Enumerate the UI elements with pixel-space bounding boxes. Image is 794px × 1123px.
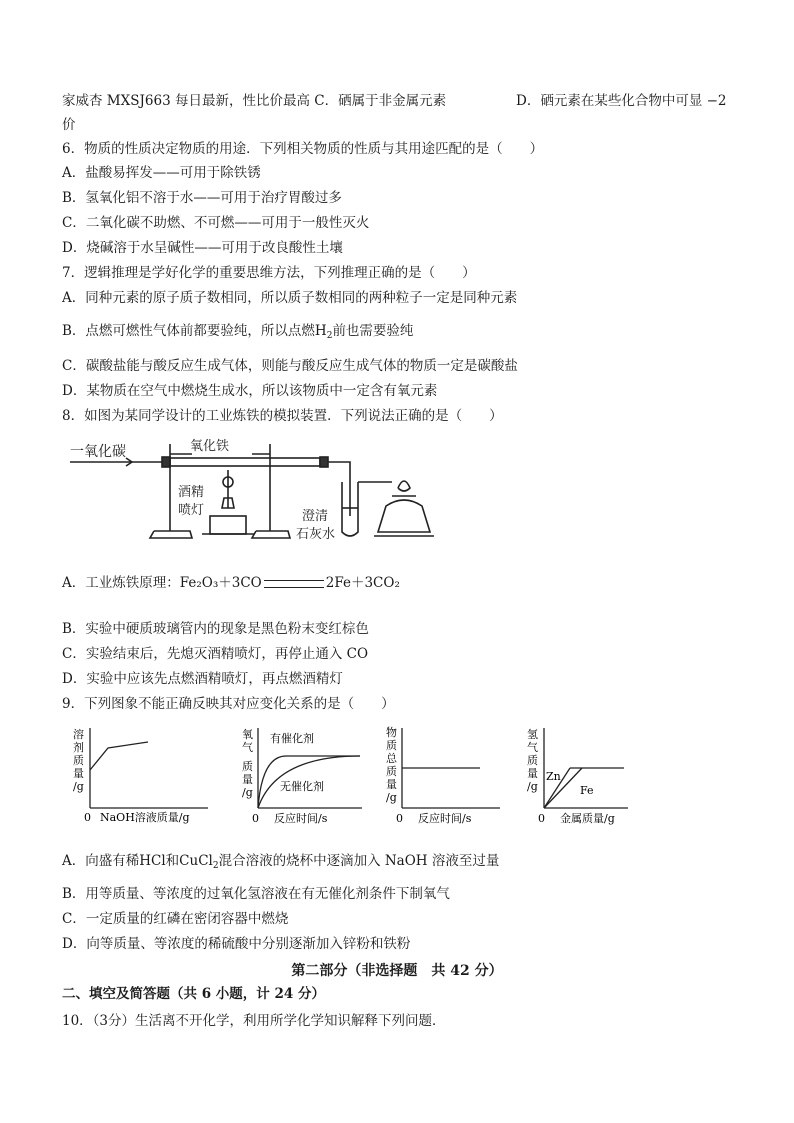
svg-text:气: 气: [242, 741, 253, 754]
svg-text:质: 质: [386, 765, 397, 778]
q7-stem: 7．逻辑推理是学好化学的重要思维方法，下列推理正确的是（ ）: [62, 265, 476, 281]
q9-stem: 9．下列图象不能正确反映其对应变化关系的是（ ）: [62, 696, 395, 712]
svg-text:气: 气: [527, 741, 538, 754]
svg-text:/g: /g: [527, 780, 538, 793]
q5-option-d-wrap: 价: [62, 117, 76, 133]
svg-text:金属质量/g: 金属质量/g: [560, 812, 615, 825]
svg-text:Fe: Fe: [580, 784, 594, 797]
graph-solvent-mass: [70, 720, 220, 830]
svg-text:总: 总: [386, 752, 397, 765]
lime-label-2: 石灰水: [296, 527, 336, 542]
svg-text:质: 质: [527, 754, 538, 767]
solvent-mass-line: [90, 742, 148, 770]
q8-option-c: C．实验结束后，先熄灭酒精喷灯，再停止通入 CO: [62, 646, 369, 662]
svg-text:量: 量: [242, 773, 253, 786]
svg-text:反应时间/s: 反应时间/s: [418, 812, 472, 825]
lamp-label-1: 酒精: [178, 485, 205, 500]
svg-text:Zn: Zn: [546, 770, 561, 783]
section-fill-in: 二、填空及简答题（共 6 小题，计 24 分）: [62, 986, 325, 1002]
svg-text:/g: /g: [242, 786, 253, 799]
q6-stem: 6．物质的性质决定物质的用途．下列相关物质的性质与其用途匹配的是（ ）: [62, 141, 544, 157]
ironmaking-apparatus-diagram: [62, 436, 462, 554]
fe2o3-label: 氧化铁: [190, 439, 230, 454]
svg-text:/g: /g: [73, 780, 84, 793]
svg-text:有催化剂: 有催化剂: [270, 732, 314, 745]
lamp-label-2: 喷灯: [178, 503, 205, 518]
svg-text:氧: 氧: [242, 728, 253, 741]
part2-heading: 第二部分（非选择题 共 42 分）: [291, 963, 503, 979]
q9-option-b: B．用等质量、等浓度的过氧化氢溶液在有无催化剂条件下制氧气: [62, 886, 450, 902]
svg-text:量: 量: [527, 767, 538, 780]
q5-option-c-line: 家威杏 MXSJ663 每日最新，性比价最高 C．硒属于非金属元素: [62, 93, 447, 109]
q7-option-b-pre: B．点燃可燃性气体前都要验纯，所以点燃: [62, 323, 315, 339]
equals-sign: [264, 580, 324, 588]
q9-option-a: A．向盛有稀HCl和CuCl$_2$混合溶液的烧杯中逐滴加入 NaOH 溶液至过量: [62, 853, 500, 871]
q6-option-a: A．盐酸易挥发——可用于除铁锈: [62, 165, 261, 181]
q8-option-a: A．工业炼铁原理：Fe₂O₃＋3CO 2Fe＋3CO₂: [62, 575, 400, 591]
equation-reactants: Fe₂O₃＋3CO: [179, 575, 262, 591]
graph-hydrogen-mass: [524, 722, 634, 832]
svg-text:剂: 剂: [73, 741, 84, 754]
blowtorch-base: [210, 516, 246, 534]
q7-option-c: C．碳酸盐能与酸反应生成气体，则能与酸反应生成气体的物质一定是碳酸盐: [62, 358, 518, 374]
q6-option-d: D．烧碱溶于水呈碱性——可用于改良酸性土壤: [62, 240, 343, 256]
svg-text:0: 0: [252, 812, 259, 825]
h2-formula: $H_2$: [314, 323, 333, 341]
hard-glass-tube: [170, 458, 320, 466]
alcohol-lamp: [378, 500, 430, 532]
lime-label-1: 澄清: [302, 509, 329, 524]
q7-option-b-post: 前也需要验纯: [332, 323, 414, 339]
svg-text:无催化剂: 无催化剂: [280, 780, 324, 793]
svg-text:0: 0: [84, 811, 91, 824]
svg-text:反应时间/s: 反应时间/s: [274, 812, 328, 825]
q8-option-b: B．实验中硬质玻璃管内的现象是黑色粉末变红棕色: [62, 621, 369, 637]
svg-text:NaOH溶液质量/g: NaOH溶液质量/g: [100, 811, 190, 824]
q7-option-d: D．某物质在空气中燃烧生成水，所以该物质中一定含有氧元素: [62, 383, 438, 399]
q7-option-b: [62, 322, 413, 345]
graph-oxygen-mass: [240, 722, 370, 832]
q9-option-c: C．一定质量的红磷在密闭容器中燃烧: [62, 911, 289, 927]
q5-option-d: D．硒元素在某些化合物中可显 −2: [516, 93, 727, 109]
q7-option-a: A．同种元素的原子质子数相同，所以质子数相同的两种粒子一定是同种元素: [62, 290, 518, 306]
svg-text:量: 量: [73, 767, 84, 780]
cucl2-formula: CuCl$_2$: [179, 853, 219, 871]
q6-option-c: C．二氧化碳不助燃、不可燃——可用于一般性灭火: [62, 215, 370, 231]
svg-text:质: 质: [242, 760, 253, 773]
equation-products: 2Fe＋3CO₂: [325, 575, 400, 591]
svg-text:物: 物: [386, 726, 397, 739]
svg-text:0: 0: [538, 812, 545, 825]
q8-stem: 8．如图为某同学设计的工业炼铁的模拟装置．下列说法正确的是（ ）: [62, 408, 503, 424]
svg-text:溶: 溶: [73, 728, 84, 741]
co-label: 一氧化碳: [70, 444, 126, 460]
svg-text:量: 量: [386, 778, 397, 791]
stopper: [162, 457, 170, 467]
q10-stem: 10．（3分）生活离不开化学，利用所学化学知识解释下列问题．: [62, 1013, 446, 1029]
tail-gas-flame: [398, 481, 410, 491]
q9-option-d: D．向等质量、等浓度的稀硫酸中分别逐渐加入锌粉和铁粉: [62, 936, 411, 952]
graph-total-mass: [382, 722, 512, 832]
svg-text:氢: 氢: [527, 728, 538, 741]
svg-text:/g: /g: [386, 791, 397, 804]
svg-text:0: 0: [396, 812, 403, 825]
q8-option-d: D．实验中应该先点燃酒精喷灯，再点燃酒精灯: [62, 671, 343, 687]
svg-text:质: 质: [73, 754, 84, 767]
q6-option-b: B．氢氧化铝不溶于水——可用于治疗胃酸过多: [62, 190, 342, 206]
svg-text:质: 质: [386, 739, 397, 752]
